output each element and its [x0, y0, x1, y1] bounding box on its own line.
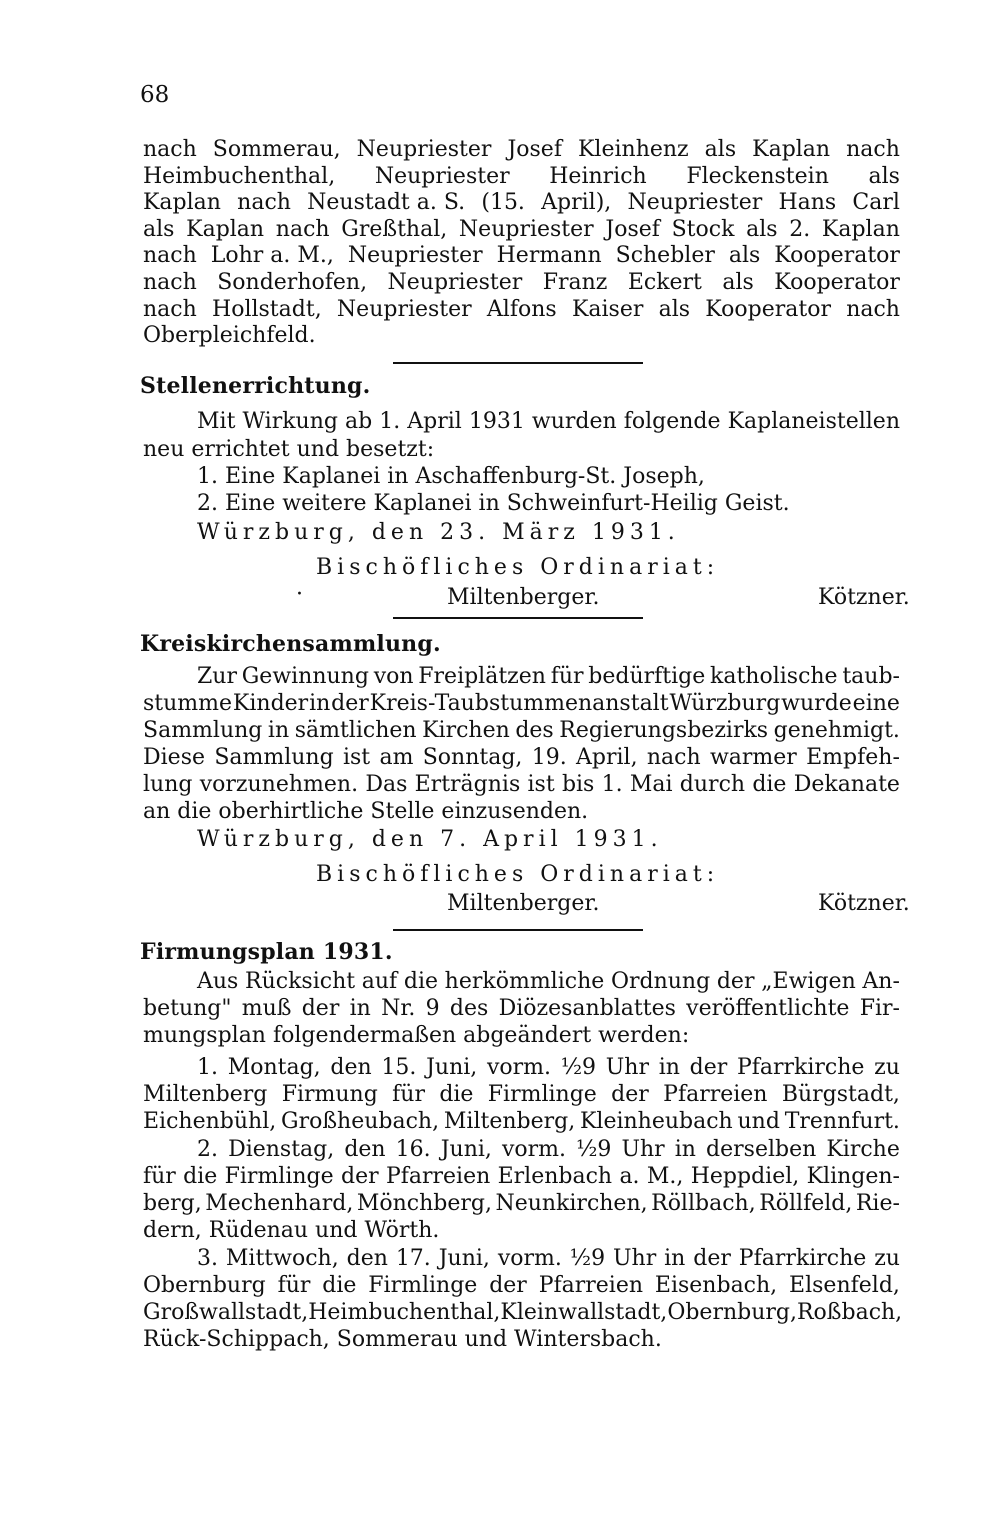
word: warmer: [709, 745, 797, 770]
word: Kreis-Taubstummenanstalt: [369, 691, 669, 716]
word: Würzburg: [669, 691, 781, 716]
word: Aus: [197, 969, 239, 994]
word: Kaplan: [186, 216, 265, 242]
intro-last-line: Oberpleichfeld.: [143, 323, 316, 348]
word: Kinder: [232, 691, 309, 716]
word: den: [344, 1137, 386, 1162]
word: Firmlinge: [224, 1164, 334, 1189]
word: als: [728, 243, 761, 269]
text-line: [143, 744, 900, 772]
word: Heinrich: [549, 163, 647, 189]
word: Kleinwallstadt,: [500, 1300, 668, 1325]
word: folgende: [623, 409, 721, 434]
text-line: [197, 408, 900, 436]
word: (15.: [481, 190, 525, 216]
word: Hollstadt,: [212, 296, 322, 322]
word: Neupriester: [627, 190, 763, 216]
word: katholische: [710, 664, 838, 689]
word: in: [664, 1246, 686, 1271]
word: lung: [143, 772, 193, 797]
divider-rule: [393, 929, 643, 931]
word: Neupriester: [336, 296, 472, 322]
word: Kaiser: [571, 296, 644, 322]
word: Röllfeld,: [759, 1191, 853, 1216]
word: Josef: [507, 137, 562, 162]
word: nach: [237, 190, 291, 216]
word: Neupriester: [458, 216, 594, 242]
word: April,: [576, 745, 638, 770]
text-line: [143, 1299, 903, 1327]
word: Neustadt a. S.: [307, 190, 466, 216]
word: Sammlung: [143, 718, 263, 743]
word: Dekanate: [793, 772, 900, 797]
word: für: [392, 1082, 425, 1107]
section2-para-last: an die oberhirtliche Stelle einzusenden.: [143, 799, 589, 824]
text-line: [143, 1108, 900, 1136]
word: Obernburg,: [667, 1300, 797, 1325]
word: Neupriester: [374, 163, 510, 189]
text-line: [143, 296, 900, 324]
word: Roßbach,: [796, 1300, 903, 1325]
text-line: [197, 1136, 900, 1164]
section-heading-firmungsplan: Firmungsplan 1931.: [140, 939, 393, 965]
word: nach: [143, 296, 197, 322]
word: Kirche: [826, 1137, 900, 1162]
word: vorm.: [501, 1137, 567, 1162]
word: der: [611, 1082, 649, 1107]
section3-p3-last: dern, Rüdenau und Wörth.: [143, 1218, 440, 1243]
word: Josef: [605, 216, 660, 242]
page-number: 68: [140, 82, 170, 108]
word: Eichenbühl,: [143, 1109, 277, 1134]
word: der: [716, 969, 755, 994]
word: am: [379, 745, 414, 770]
word: der: [340, 1164, 379, 1189]
word: bedürftige: [588, 664, 706, 689]
word: Firmlinge: [368, 1273, 478, 1298]
text-line: [143, 1081, 900, 1109]
word: in: [267, 718, 290, 743]
word: nach: [846, 137, 900, 162]
word: Pfarreien: [663, 1082, 768, 1107]
text-line: [143, 1272, 900, 1300]
divider-rule: [393, 617, 643, 619]
text-line: [143, 242, 900, 270]
word: Kaplan: [143, 190, 221, 216]
word: als: [746, 216, 778, 242]
text-line: [197, 968, 900, 996]
word: Neupriester: [387, 270, 523, 295]
section1-signer-2: Kötzner.: [818, 585, 910, 610]
text-line: [197, 663, 900, 691]
word: Schebler: [615, 243, 715, 269]
word: bis: [561, 772, 595, 797]
word: zu: [874, 1055, 900, 1080]
word: Uhr: [605, 1055, 649, 1080]
word: ist: [527, 772, 555, 797]
word: 3.: [197, 1246, 218, 1271]
word: veröffentlichte: [686, 996, 850, 1021]
word: genehmigt.: [773, 718, 900, 743]
word: April),: [541, 190, 612, 216]
text-line: [143, 1163, 900, 1191]
word: Hermann: [496, 243, 602, 269]
word: Heimbuchenthal,: [308, 1300, 501, 1325]
word: Ordnung: [610, 969, 711, 994]
word: der: [301, 996, 340, 1021]
word: den: [330, 1055, 372, 1080]
word: Mechenhard,: [205, 1191, 354, 1216]
text-line: [143, 136, 900, 164]
word: nach: [143, 137, 197, 162]
word: Kirchen: [422, 718, 510, 743]
word: Kooperator: [705, 296, 831, 322]
word: Röllbach,: [651, 1191, 756, 1216]
word: Bürgstadt,: [781, 1082, 900, 1107]
word: Lohr a. M.,: [210, 243, 334, 269]
word: als: [143, 216, 175, 242]
word: 1.: [379, 409, 401, 434]
word: Kooperator: [774, 243, 900, 269]
word: Kleinhenz: [578, 137, 689, 162]
word: als: [658, 296, 691, 322]
word: Juni,: [440, 1137, 492, 1162]
word: stumme: [143, 691, 233, 716]
section1-para-last: neu errichtet und besetzt:: [143, 437, 435, 462]
word: „Ewigen: [761, 969, 856, 994]
word: sämtlichen: [294, 718, 417, 743]
word: Elsenfeld,: [789, 1273, 900, 1298]
word: Fleckenstein: [686, 163, 829, 189]
section1-date: Würzburg, den 23. März 1931.: [197, 520, 680, 545]
word: Empfeh-: [806, 745, 900, 770]
word: Kaplaneistellen: [727, 409, 900, 434]
word: 1.: [197, 1055, 218, 1080]
word: Pfarrkirche: [736, 1055, 865, 1080]
word: Fir-: [859, 996, 900, 1021]
word: Gewinnung: [241, 664, 369, 689]
text-line: [143, 1190, 900, 1218]
word: für: [277, 1273, 311, 1298]
text-line: [197, 1245, 900, 1273]
word: 1.: [601, 772, 623, 797]
word: nach: [275, 216, 330, 242]
word: Kaplan: [821, 216, 900, 242]
word: Dienstag,: [228, 1137, 335, 1162]
word: die: [322, 1273, 357, 1298]
word: Juni,: [426, 1055, 478, 1080]
word: eine: [852, 691, 900, 716]
word: Pfarrkirche: [738, 1246, 867, 1271]
word: Nr.: [381, 996, 416, 1021]
word: Kaplan: [752, 137, 831, 162]
word: betung": [143, 996, 232, 1021]
word: als: [722, 270, 754, 295]
word: Erträgnis: [414, 772, 521, 797]
word: in: [674, 1137, 696, 1162]
word: Diözesanblattes: [498, 996, 676, 1021]
word: Pfarreien: [538, 1273, 644, 1298]
text-line: [143, 995, 900, 1023]
section1-item-1: 1. Eine Kaplanei in Aschaffenburg-St. Joseph,: [197, 464, 705, 489]
word: und: [737, 1109, 780, 1134]
word: nach: [846, 296, 900, 322]
section-heading-stellenerrichtung: Stellenerrichtung.: [140, 373, 371, 399]
section2-signer-1: Miltenberger.: [447, 891, 600, 916]
word: Diese: [143, 745, 206, 770]
word: Kleinheubach: [579, 1109, 733, 1134]
word: Uhr: [613, 1246, 657, 1271]
word: Das: [365, 772, 408, 797]
section2-signer-2: Kötzner.: [818, 891, 910, 916]
word: Alfons: [486, 296, 557, 322]
word: Eisenbach,: [654, 1273, 778, 1298]
word: Heimbuchenthal,: [143, 163, 336, 189]
word: ½9: [560, 1055, 597, 1080]
word: vorzunehmen.: [199, 772, 359, 797]
word: der: [689, 1055, 728, 1080]
word: die: [752, 772, 787, 797]
word: Mit: [197, 409, 236, 434]
word: als: [868, 163, 900, 189]
word: vorm.: [497, 1246, 562, 1271]
section1-item-2: 2. Eine weitere Kaplanei in Schweinfurt-Heilig Geist.: [197, 491, 790, 516]
word: ab: [345, 409, 373, 434]
word: Eckert: [627, 270, 702, 295]
word: der: [489, 1273, 527, 1298]
word: Neupriester: [356, 137, 492, 162]
text-line: [143, 189, 900, 217]
word: von: [373, 664, 414, 689]
word: des: [449, 996, 489, 1021]
word: Erlenbach: [497, 1164, 613, 1189]
word: Wirkung: [242, 409, 338, 434]
word: Firmung: [281, 1082, 378, 1107]
word: Pfarreien: [385, 1164, 491, 1189]
word: Uhr: [621, 1137, 665, 1162]
word: die: [183, 1164, 218, 1189]
word: Sommerau,: [212, 137, 341, 162]
word: des: [515, 718, 554, 743]
word: durch: [679, 772, 746, 797]
section-heading-kreiskirchensammlung: Kreiskirchensammlung.: [140, 631, 441, 657]
word: für: [143, 1164, 176, 1189]
text-line: [143, 771, 900, 799]
word: Stock: [671, 216, 735, 242]
word: 2.: [197, 1137, 218, 1162]
word: ist: [342, 745, 371, 770]
word: Mai: [629, 772, 673, 797]
word: Montag,: [227, 1055, 321, 1080]
word: die: [403, 969, 438, 994]
section1-authority: Bischöfliches Ordinariat:: [316, 555, 720, 580]
word: derselben: [706, 1137, 817, 1162]
word: in: [349, 996, 371, 1021]
word: Sonderhofen,: [217, 270, 368, 295]
word: Miltenberg: [143, 1082, 268, 1107]
word: Obernburg: [143, 1273, 266, 1298]
word: die: [439, 1082, 474, 1107]
word: Mönchberg,: [356, 1191, 492, 1216]
word: wurde: [781, 691, 852, 716]
word: taub-: [842, 664, 900, 689]
word: Mittwoch,: [225, 1246, 339, 1271]
word: nach: [646, 745, 701, 770]
word: Großheubach,: [281, 1109, 440, 1134]
word: 1931: [468, 409, 525, 434]
word: Juni,: [438, 1246, 490, 1271]
word: Hans: [778, 190, 837, 216]
word: Neupriester: [347, 243, 483, 269]
word: Klingen-: [806, 1164, 900, 1189]
word: 15.: [381, 1055, 417, 1080]
word: nach: [143, 270, 197, 295]
section3-p1-last: mungsplan folgendermaßen abgeändert werden:: [143, 1023, 690, 1048]
word: 9: [425, 996, 440, 1021]
word: a.: [619, 1164, 640, 1189]
word: Freiplätzen: [418, 664, 546, 689]
word: als: [704, 137, 737, 162]
text-line: [143, 690, 900, 718]
word: zu: [874, 1246, 900, 1271]
word: 19.: [531, 745, 567, 770]
text-line: [143, 163, 900, 191]
stray-dot-mark: ·: [296, 582, 303, 607]
word: An-: [862, 969, 900, 994]
word: Trennfurt.: [784, 1109, 900, 1134]
word: berg,: [143, 1191, 202, 1216]
word: ½9: [569, 1246, 606, 1271]
word: muß: [241, 996, 292, 1021]
word: Rücksicht: [245, 969, 356, 994]
word: für: [550, 664, 584, 689]
section2-date: Würzburg, den 7. April 1931.: [197, 827, 663, 852]
word: der: [693, 1246, 731, 1271]
word: auf: [361, 969, 398, 994]
word: Regierungsbezirks: [559, 718, 769, 743]
word: der: [331, 691, 369, 716]
word: in: [658, 1055, 680, 1080]
word: Greßthal,: [341, 216, 448, 242]
word: nach: [143, 243, 197, 269]
word: herkömmliche: [444, 969, 605, 994]
word: wurden: [531, 409, 617, 434]
word: Sonntag,: [422, 745, 523, 770]
word: vorm.: [486, 1055, 552, 1080]
word: Firmlinge: [487, 1082, 597, 1107]
text-line: [197, 1054, 900, 1082]
section1-signer-1: Miltenberger.: [447, 585, 600, 610]
word: Franz: [542, 270, 608, 295]
section3-p4-last: Rück-Schippach, Sommerau und Wintersbach.: [143, 1327, 662, 1352]
word: April: [407, 409, 462, 434]
word: Neunkirchen,: [495, 1191, 648, 1216]
text-line: [143, 216, 900, 244]
word: 2.: [789, 216, 811, 242]
word: Miltenberg,: [443, 1109, 576, 1134]
word: Sammlung: [214, 745, 334, 770]
word: Heppdiel,: [690, 1164, 800, 1189]
word: den: [346, 1246, 388, 1271]
section2-authority: Bischöfliches Ordinariat:: [316, 862, 720, 887]
text-line: [143, 269, 900, 297]
word: 17.: [395, 1246, 431, 1271]
word: Zur: [197, 664, 237, 689]
word: Kooperator: [774, 270, 900, 295]
word: ½9: [576, 1137, 612, 1162]
word: 16.: [395, 1137, 431, 1162]
word: M.,: [646, 1164, 684, 1189]
word: Großwallstadt,: [143, 1300, 309, 1325]
word: in: [309, 691, 331, 716]
word: Rie-: [855, 1191, 900, 1216]
word: Carl: [852, 190, 900, 216]
text-line: [143, 717, 900, 745]
divider-rule: [393, 362, 643, 364]
